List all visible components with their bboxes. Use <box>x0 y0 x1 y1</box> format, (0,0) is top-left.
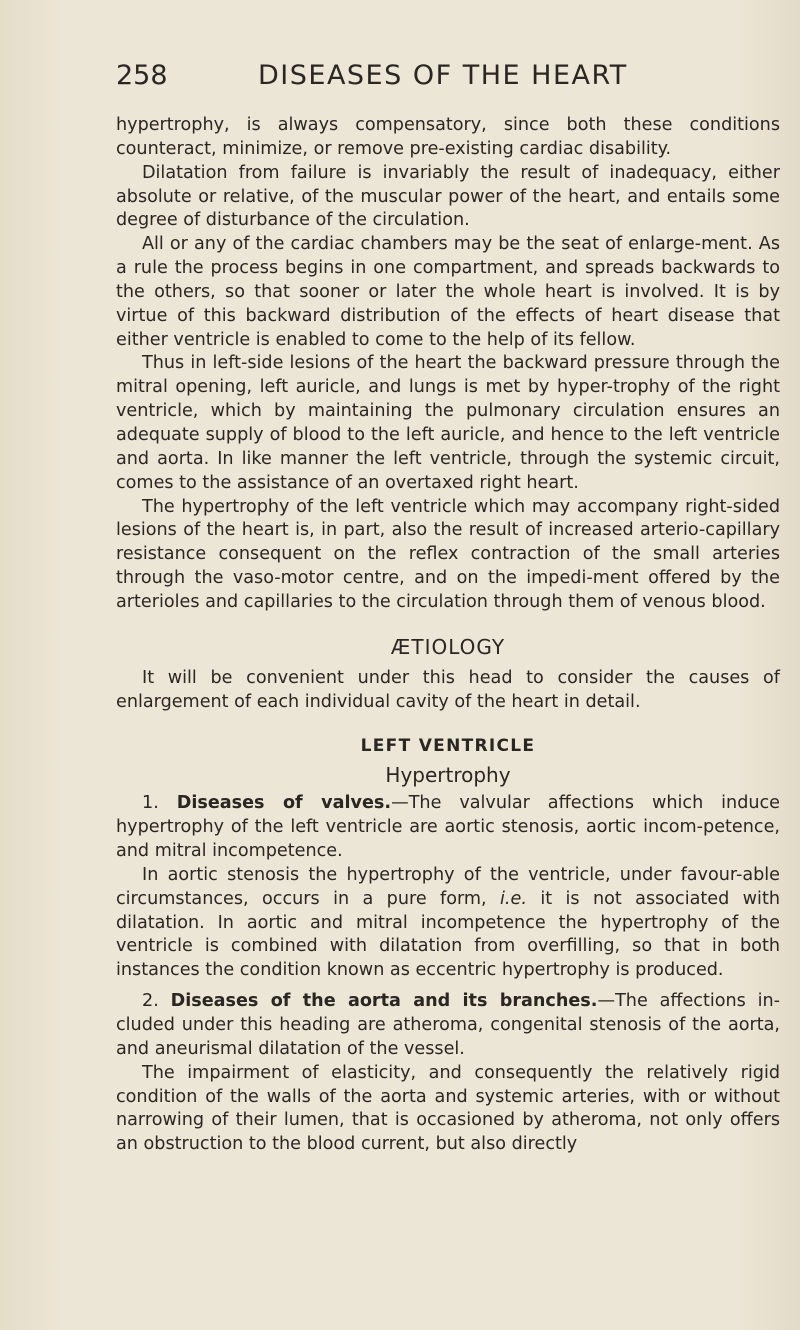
item-title: Diseases of the aorta and its branches. <box>170 991 598 1012</box>
spacer <box>116 983 780 990</box>
item-text: —The affections in-cluded under this heading are atheroma, congenital stenosis of the aorta, and aneurismal dilatation of the vessel. <box>116 991 781 1059</box>
item-title: Diseases of valves. <box>176 793 392 814</box>
paragraph <box>116 864 780 983</box>
numbered-paragraph <box>116 990 780 1062</box>
item-text: —The valvular affections which induce hypertrophy of the left ventricle are aortic stenosis, aortic incom-petence, and mitral incompetence. <box>116 793 781 862</box>
subsection-heading-hypertrophy: Hypertrophy <box>385 763 511 788</box>
italic-abbreviation: i.e. <box>500 888 527 909</box>
body-text <box>116 114 780 1157</box>
item-number: 2. <box>142 991 159 1012</box>
section-heading-aetiology: ÆTIOLOGY <box>390 634 506 659</box>
paragraph: It will be convenient under this head to consider the causes of enlargement of each individual cavity of the heart in detail. <box>116 667 780 712</box>
section-heading-left-ventricle: LEFT VENTRICLE <box>360 736 536 757</box>
paragraph: Thus in left-side lesions of the heart the backward pressure through the mitral opening, left auricle, and lungs is met by hyper-trophy of the right ventricle, which by maintaining the pulmonary circulation ensures an adequate supply of blood to the left auricle, and hence to the left ventricle and aorta. In like manner the left ventricle, through the systemic circuit, comes to the assistance of an overtaxed right heart. <box>116 353 780 493</box>
paragraph-text: it is not associated with dilatation. In aortic and mitral incompetence the hypertrophy of the ventricle is combined with dilatation from overfilling, so that in both instances the condition known as eccentric hypertrophy is produced. <box>116 888 780 981</box>
item-number: 1. <box>142 793 159 814</box>
page-number: 258 <box>116 60 168 91</box>
paragraph: Dilatation from failure is invariably the result of inadequacy, either absolute or relative, of the muscular power of the heart, and entails some degree of disturbance of the circulation. <box>116 162 780 231</box>
paragraph: The impairment of elasticity, and consequently the relatively rigid condition of the walls of the aorta and systemic arteries, with or without narrowing of their lumen, that is occasioned by atheroma, not only offers an obstruction to the blood current, but also directly <box>116 1062 780 1155</box>
running-title: DISEASES OF THE HEART <box>258 60 628 91</box>
paragraph: The hypertrophy of the left ventricle which may accompany right-sided lesions of the heart is, in part, also the result of increased arterio-capillary resistance consequent on the reflex contraction of the small arteries through the vaso-motor centre, and on the impedi-ment offered by the arterioles and capillaries to the circulation through them of venous blood. <box>116 496 780 612</box>
paragraph: hypertrophy, is always compensatory, since both these conditions counteract, minimize, or remove pre-existing cardiac disability. <box>116 115 780 159</box>
running-header <box>116 52 776 98</box>
paragraph: All or any of the cardiac chambers may be the seat of enlarge-ment. As a rule the process begins in one compartment, and spreads backwards to the others, so that sooner or later the whole heart is involved. It is by virtue of this backward distribution of the effects of heart disease that either ventricle is enabled to come to the help of its fellow. <box>116 234 780 350</box>
numbered-paragraph <box>116 792 780 864</box>
paragraph-text: In aortic stenosis the hypertrophy of the ventricle, under favour-able circumstances, occurs in a pure form, <box>116 864 780 909</box>
